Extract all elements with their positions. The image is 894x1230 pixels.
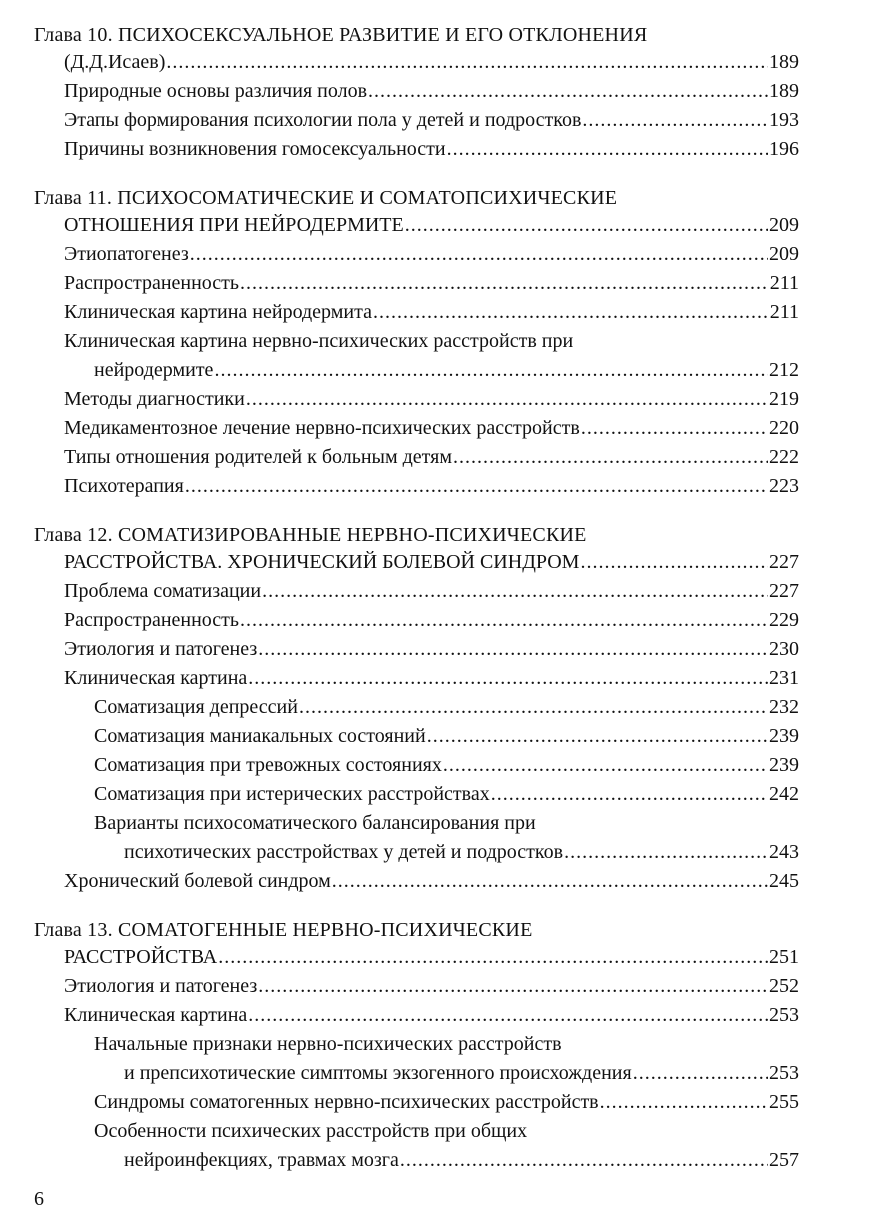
toc-entry xyxy=(34,1147,799,1174)
entry-title: Клиническая картина xyxy=(64,1004,248,1026)
entry-title: РАССТРОЙСТВА. ХРОНИЧЕСКИЙ БОЛЕВОЙ СИНДРОМ xyxy=(64,551,580,573)
entry-title-line: Начальные признаки нервно-психических расстройств xyxy=(94,1033,562,1055)
dot-leader xyxy=(332,868,768,895)
toc-entry xyxy=(34,607,799,634)
entry-title: Этиология и патогенез xyxy=(64,975,258,997)
entry-page: 220 xyxy=(769,417,799,439)
entry-title: и препсихотические симптомы экзогенного происхождения xyxy=(124,1062,632,1084)
dot-leader xyxy=(185,473,768,500)
toc-entry xyxy=(34,665,799,692)
toc-entry xyxy=(34,241,799,268)
dot-leader xyxy=(248,1002,768,1029)
dot-leader xyxy=(581,415,768,442)
chapter-heading: Глава 13. СОМАТОГЕННЫЕ НЕРВНО-ПСИХИЧЕСКИЕ xyxy=(34,919,533,941)
dot-leader xyxy=(580,549,768,576)
dot-leader xyxy=(582,107,768,134)
dot-leader xyxy=(368,78,768,105)
chapter-heading: Глава 11. ПСИХОСОМАТИЧЕСКИЕ И СОМАТОПСИХИЧЕСКИЕ xyxy=(34,187,618,209)
chapter-block xyxy=(34,22,799,163)
entry-title: РАССТРОЙСТВА xyxy=(64,946,218,968)
toc-entry xyxy=(34,868,799,895)
dot-leader xyxy=(299,694,768,721)
dot-leader xyxy=(258,636,768,663)
entry-page: 222 xyxy=(769,446,799,468)
entry-page: 189 xyxy=(769,51,799,73)
entry-page: 253 xyxy=(769,1062,799,1084)
toc-entry xyxy=(34,78,799,105)
toc-entry xyxy=(34,49,799,76)
toc-entry xyxy=(34,299,799,326)
chapter-heading: Глава 10. ПСИХОСЕКСУАЛЬНОЕ РАЗВИТИЕ И ЕГО ОТКЛОНЕНИЯ xyxy=(34,24,648,46)
entry-page: 253 xyxy=(769,1004,799,1026)
entry-title-line: Клиническая картина нервно-психических расстройств при xyxy=(64,330,574,352)
entry-page: 239 xyxy=(769,725,799,747)
toc-entry xyxy=(34,549,799,576)
dot-leader xyxy=(443,752,768,779)
entry-title: Этиопатогенез xyxy=(64,243,189,265)
entry-page: 211 xyxy=(769,301,799,323)
entry-title: Этапы формирования психологии пола у детей и подростков xyxy=(64,109,582,131)
entry-page: 211 xyxy=(769,272,799,294)
entry-title: Соматизация маниакальных состояний xyxy=(94,725,426,747)
toc-entry xyxy=(34,107,799,134)
entry-title: Распространенность xyxy=(64,609,240,631)
chapter-block xyxy=(34,522,799,895)
toc-entry xyxy=(34,944,799,971)
entry-title: Проблема соматизации xyxy=(64,580,262,602)
chapter-block xyxy=(34,185,799,500)
entry-page: 227 xyxy=(769,580,799,602)
entry-page: 223 xyxy=(769,475,799,497)
dot-leader xyxy=(405,212,768,239)
toc-entry xyxy=(34,839,799,866)
toc-entry xyxy=(34,1060,799,1087)
dot-leader xyxy=(258,973,768,1000)
entry-title: Природные основы различия полов xyxy=(64,80,368,102)
page-number: 6 xyxy=(34,1188,44,1210)
dot-leader xyxy=(491,781,768,808)
toc-entry xyxy=(34,212,799,239)
entry-page: 251 xyxy=(769,946,799,968)
entry-title: ОТНОШЕНИЯ ПРИ НЕЙРОДЕРМИТЕ xyxy=(64,214,404,236)
table-of-contents xyxy=(34,22,799,1196)
dot-leader xyxy=(240,270,769,297)
dot-leader xyxy=(373,299,769,326)
entry-title: психотических расстройствах у детей и подростков xyxy=(124,841,564,863)
dot-leader xyxy=(190,241,768,268)
entry-title: Распространенность xyxy=(64,272,240,294)
entry-title: нейродермите xyxy=(94,359,214,381)
toc-entry xyxy=(34,578,799,605)
entry-title-line: Особенности психических расстройств при общих xyxy=(94,1120,528,1142)
toc-entry xyxy=(34,723,799,750)
dot-leader xyxy=(248,665,768,692)
entry-title-line: Варианты психосоматического балансирования при xyxy=(94,812,536,834)
dot-leader xyxy=(262,578,768,605)
toc-entry xyxy=(34,386,799,413)
entry-page: 227 xyxy=(769,551,799,573)
entry-page: 212 xyxy=(769,359,799,381)
entry-page: 232 xyxy=(769,696,799,718)
entry-page: 243 xyxy=(769,841,799,863)
entry-title: Медикаментозное лечение нервно-психических расстройств xyxy=(64,417,580,439)
chapter-block xyxy=(34,917,799,1174)
dot-leader xyxy=(246,386,768,413)
toc-entry xyxy=(34,473,799,500)
entry-title: Методы диагностики xyxy=(64,388,245,410)
entry-page: 257 xyxy=(769,1149,799,1171)
dot-leader xyxy=(218,944,768,971)
entry-title: Соматизация при истерических расстройствах xyxy=(94,783,490,805)
entry-page: 189 xyxy=(769,80,799,102)
entry-title: Типы отношения родителей к больным детям xyxy=(64,446,453,468)
entry-page: 255 xyxy=(769,1091,799,1113)
toc-entry xyxy=(34,136,799,163)
entry-title: (Д.Д.Исаев) xyxy=(64,51,166,73)
toc-entry xyxy=(34,415,799,442)
toc-entry xyxy=(34,973,799,1000)
entry-page: 231 xyxy=(769,667,799,689)
entry-page: 193 xyxy=(769,109,799,131)
entry-title: Этиология и патогенез xyxy=(64,638,258,660)
toc-entry xyxy=(34,357,799,384)
dot-leader xyxy=(447,136,768,163)
dot-leader xyxy=(427,723,768,750)
toc-entry xyxy=(34,694,799,721)
toc-entry xyxy=(34,270,799,297)
toc-entry xyxy=(34,1002,799,1029)
toc-entry xyxy=(34,636,799,663)
dot-leader xyxy=(600,1089,768,1116)
entry-page: 239 xyxy=(769,754,799,776)
entry-page: 242 xyxy=(769,783,799,805)
entry-title: нейроинфекциях, травмах мозга xyxy=(124,1149,399,1171)
entry-title: Хронический болевой синдром xyxy=(64,870,331,892)
toc-entry xyxy=(34,752,799,779)
entry-title: Клиническая картина xyxy=(64,667,248,689)
toc-entry xyxy=(34,1089,799,1116)
entry-title: Психотерапия xyxy=(64,475,184,497)
dot-leader xyxy=(166,49,768,76)
dot-leader xyxy=(240,607,768,634)
entry-page: 230 xyxy=(769,638,799,660)
entry-title: Причины возникновения гомосексуальности xyxy=(64,138,446,160)
dot-leader xyxy=(400,1147,768,1174)
entry-title: Соматизация депрессий xyxy=(94,696,298,718)
dot-leader xyxy=(214,357,768,384)
entry-page: 229 xyxy=(769,609,799,631)
chapter-heading: Глава 12. СОМАТИЗИРОВАННЫЕ НЕРВНО-ПСИХИЧЕСКИЕ xyxy=(34,524,587,546)
entry-page: 219 xyxy=(769,388,799,410)
entry-title: Клиническая картина нейродермита xyxy=(64,301,372,323)
entry-page: 209 xyxy=(769,214,799,236)
entry-title: Соматизация при тревожных состояниях xyxy=(94,754,442,776)
dot-leader xyxy=(453,444,768,471)
dot-leader xyxy=(564,839,768,866)
entry-page: 209 xyxy=(769,243,799,265)
toc-entry xyxy=(34,781,799,808)
entry-title: Синдромы соматогенных нервно-психических расстройств xyxy=(94,1091,599,1113)
entry-page: 196 xyxy=(769,138,799,160)
dot-leader xyxy=(633,1060,768,1087)
entry-page: 252 xyxy=(769,975,799,997)
toc-entry xyxy=(34,444,799,471)
entry-page: 245 xyxy=(769,870,799,892)
